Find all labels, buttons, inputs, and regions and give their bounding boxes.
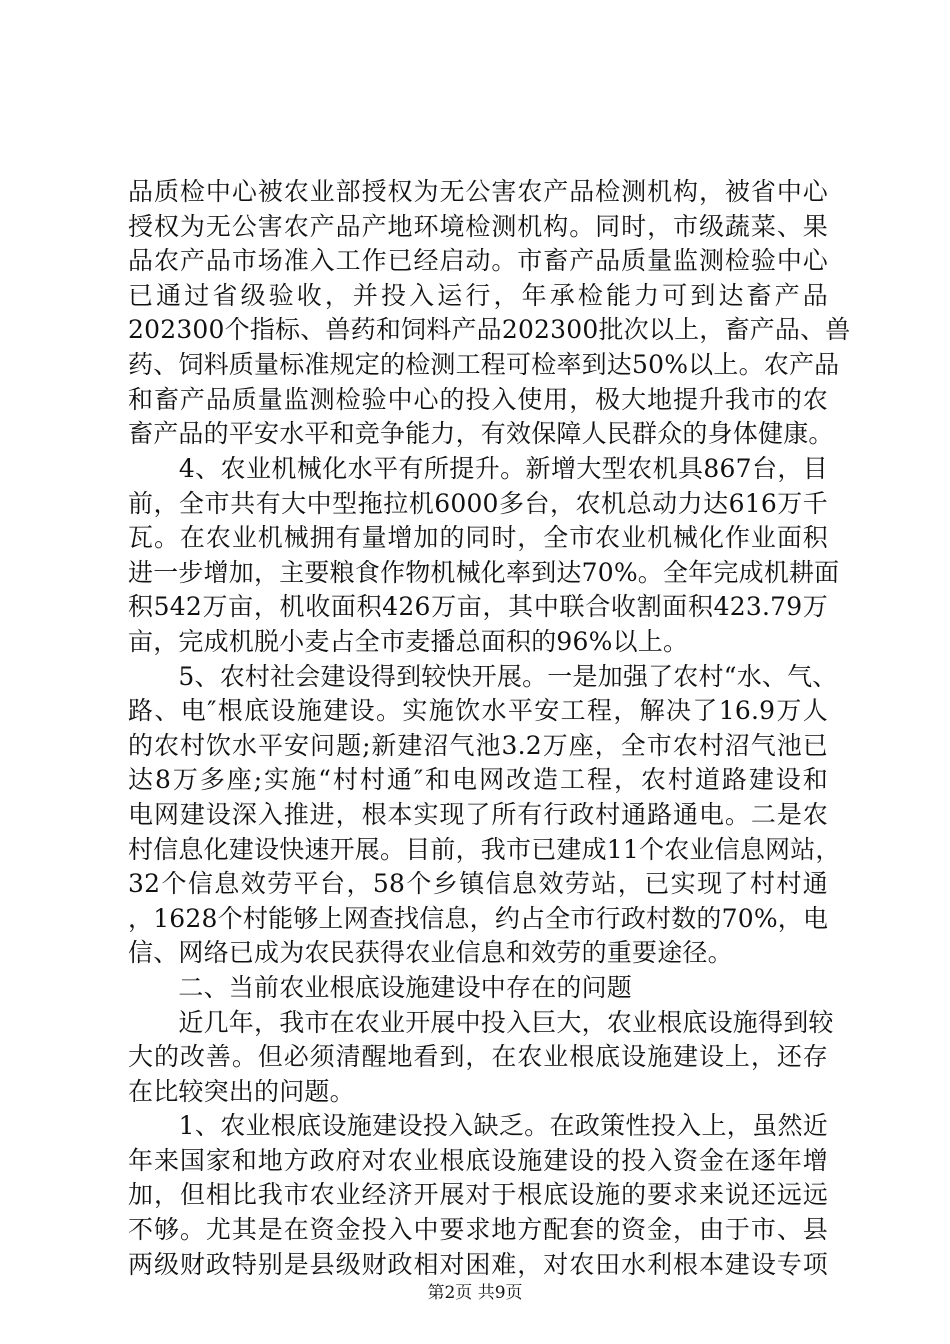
text-line: 大的改善。但必须清醒地看到，在农业根底设施建设上，还存 bbox=[128, 1042, 828, 1072]
text-line: 近几年，我市在农业开展中投入巨大，农业根底设施得到较 bbox=[128, 1007, 834, 1037]
text-line: 的农村饮水平安问题;新建沼气池3.2万座，全市农村沼气池已 bbox=[128, 730, 828, 760]
text-line: ，1628个村能够上网查找信息，约占全市行政村数的70%，电 bbox=[128, 903, 829, 933]
text-line: 积542万亩，机收面积426万亩，其中联合收割面积423.79万 bbox=[128, 592, 828, 622]
text-line: 品农产品市场准入工作已经启动。市畜产品质量监测检验中心 bbox=[128, 246, 828, 276]
text-line: 202300个指标、兽药和饲料产品202300批次以上，畜产品、兽 bbox=[128, 315, 851, 345]
text-line: 不够。尤其是在资金投入中要求地方配套的资金，由于市、县 bbox=[128, 1215, 828, 1245]
text-line: 药、饲料质量标准规定的检测工程可检率到达50%以上。农产品 bbox=[128, 349, 840, 379]
paragraph-block-1 bbox=[128, 175, 851, 452]
text-line: 4、农业机械化水平有所提升。新增大型农机具867台，目 bbox=[128, 454, 828, 483]
text-line: 前，全市共有大中型拖拉机6000多台，农机总动力达616万千 bbox=[128, 488, 828, 518]
text-line: 授权为无公害农产品产地环境检测机构。同时，市级蔬菜、果 bbox=[128, 211, 828, 241]
text-line: 路、电″根底设施建设。实施饮水平安工程，解决了16.9万人 bbox=[128, 696, 828, 726]
text-line: 已通过省级验收，并投入运行，年承检能力可到达畜产品 bbox=[128, 280, 828, 310]
text-line: 加，但相比我市农业经济开展对于根底设施的要求来说还远远 bbox=[128, 1180, 828, 1210]
text-line: 1、农业根底设施建设投入缺乏。在政策性投入上，虽然近 bbox=[128, 1111, 828, 1141]
text-line: 畜产品的平安水平和竞争能力，有效保障人民群众的身体健康。 bbox=[128, 419, 834, 449]
page-footer: 第2页 共9页 bbox=[427, 1283, 523, 1303]
text-line: 信、网络已成为农民获得农业信息和效劳的重要途径。 bbox=[128, 938, 733, 968]
text-line: 进一步增加，主要粮食作物机械化率到达70%。全年完成机耕面 bbox=[128, 557, 840, 587]
text-line: 年来国家和地方政府对农业根底设施建设的投入资金在逐年增 bbox=[128, 1145, 828, 1175]
text-line: 电网建设深入推进，根本实现了所有行政村通路通电。二是农 bbox=[128, 799, 828, 829]
text-line: 在比较突出的问题。 bbox=[128, 1076, 355, 1106]
text-line: 达8万多座;实施“村村通″和电网改造工程，农村道路建设和 bbox=[128, 765, 828, 795]
text-line: 村信息化建设快速开展。目前，我市已建成11个农业信息网站， bbox=[128, 834, 841, 864]
paragraph-block-2 bbox=[128, 452, 841, 1282]
text-line: 两级财政特别是县级财政相对困难，对农田水利根本建设专项 bbox=[128, 1249, 828, 1279]
section-heading: 二、当前农业根底设施建设中存在的问题 bbox=[128, 972, 633, 1002]
text-line: 品质检中心被农业部授权为无公害农产品检测机构，被省中心 bbox=[128, 177, 828, 206]
text-line: 32个信息效劳平台，58个乡镇信息效劳站，已实现了村村通 bbox=[128, 869, 828, 899]
text-line: 亩，完成机脱小麦占全市麦播总面积的96%以上。 bbox=[128, 626, 689, 656]
text-line: 瓦。在农业机械拥有量增加的同时，全市农业机械化作业面积 bbox=[128, 523, 828, 553]
text-line: 5、农村社会建设得到较快开展。一是加强了农村“水、气、 bbox=[128, 661, 838, 691]
text-line: 和畜产品质量监测检验中心的投入使用，极大地提升我市的农 bbox=[128, 384, 828, 414]
